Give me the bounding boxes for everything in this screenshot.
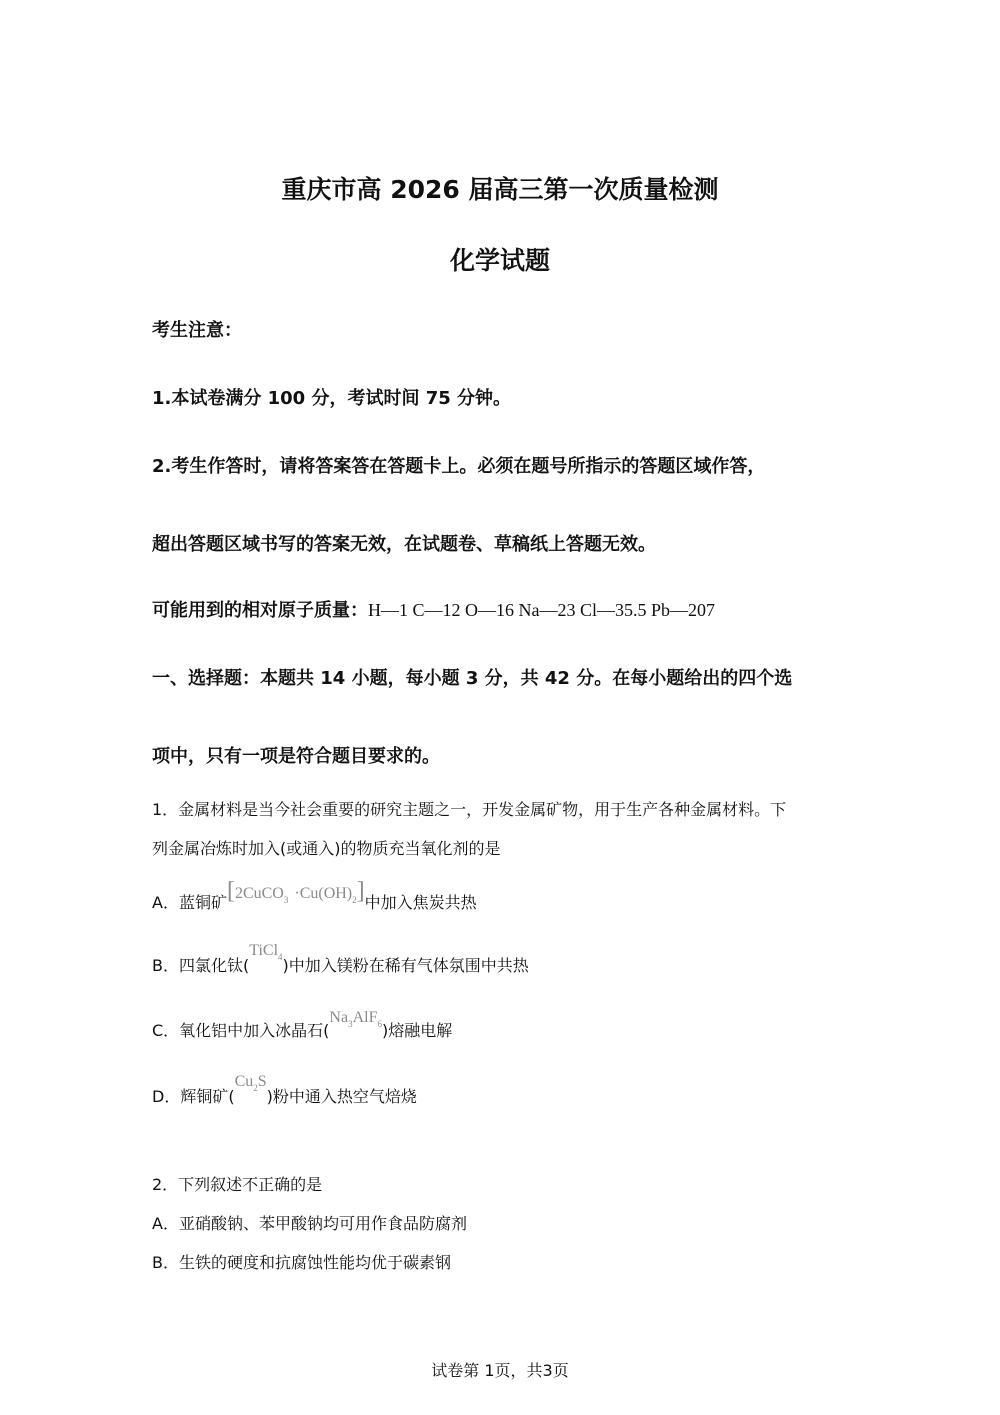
question-2-stem: 2．下列叙述不正确的是	[152, 1175, 323, 1194]
option-b-formula: TiCl$_4$	[249, 942, 283, 962]
option-b-suffix: )中加入镁粉在稀有气体氛围中共热	[282, 956, 529, 975]
atomic-mass-label: 可能用到的相对原子质量：	[152, 600, 368, 621]
option-b-prefix: B．四氯化钛(	[152, 956, 250, 975]
question-1-option-a	[152, 878, 477, 915]
question-1-option-b	[152, 942, 529, 976]
notice-item-2-line-1: 2.考生作答时，请将答案答在答题卡上。必须在题号所指示的答题区域作答，	[152, 456, 766, 477]
question-1-option-d	[152, 1073, 417, 1107]
page-footer: 试卷第 1页，共3页	[431, 1361, 569, 1380]
atomic-mass-line	[152, 596, 715, 622]
option-a-prefix: A．蓝铜矿	[152, 893, 227, 912]
option-c-formula: $Na_3AlF_6$	[329, 1009, 382, 1029]
option-a-suffix: 中加入焦炭共热	[364, 893, 477, 912]
notice-heading: 考生注意：	[152, 320, 242, 341]
exam-subtitle: 化学试题	[449, 246, 550, 275]
question-1-option-c	[152, 1009, 453, 1041]
question-2-option-b: B．生铁的硬度和抗腐蚀性能均优于碳素钢	[152, 1253, 451, 1272]
question-1-stem-line-1: 1．金属材料是当今社会重要的研究主题之一，开发金属矿物，用于生产各种金属材料。下	[152, 800, 787, 819]
question-2-option-a: A．亚硝酸钠、苯甲酸钠均可用作食品防腐剂	[152, 1214, 467, 1233]
notice-item-2-line-2: 超出答题区域书写的答案无效，在试题卷、草稿纸上答题无效。	[152, 534, 656, 555]
option-d-prefix: D．辉铜矿(	[152, 1087, 235, 1106]
option-c-prefix: C．氧化铝中加入冰晶石(	[152, 1021, 330, 1040]
section-1-line-1: 一、选择题：本题共 14 小题，每小题 3 分，共 42 分。在每小题给出的四个选	[152, 668, 793, 689]
option-d-suffix: )粉中通入热空气焙烧	[266, 1087, 417, 1106]
option-d-formula: $Cu_2S$	[234, 1073, 267, 1093]
option-a-formula: [2CuCO$_3$ $\cdot Cu(OH)_2$]	[226, 878, 365, 905]
option-c-suffix: )熔融电解	[381, 1021, 453, 1040]
atomic-mass-values: H—1 C—12 O—16 Na—23 Cl—35.5 Pb—207	[368, 600, 716, 620]
exam-title: 重庆市高 2026 届高三第一次质量检测	[281, 175, 719, 204]
notice-item-1: 1.本试卷满分 100 分，考试时间 75 分钟。	[152, 388, 512, 409]
question-1-stem-line-2: 列金属冶炼时加入(或通入)的物质充当氧化剂的是	[152, 839, 501, 858]
section-1-line-2: 项中，只有一项是符合题目要求的。	[152, 746, 440, 767]
